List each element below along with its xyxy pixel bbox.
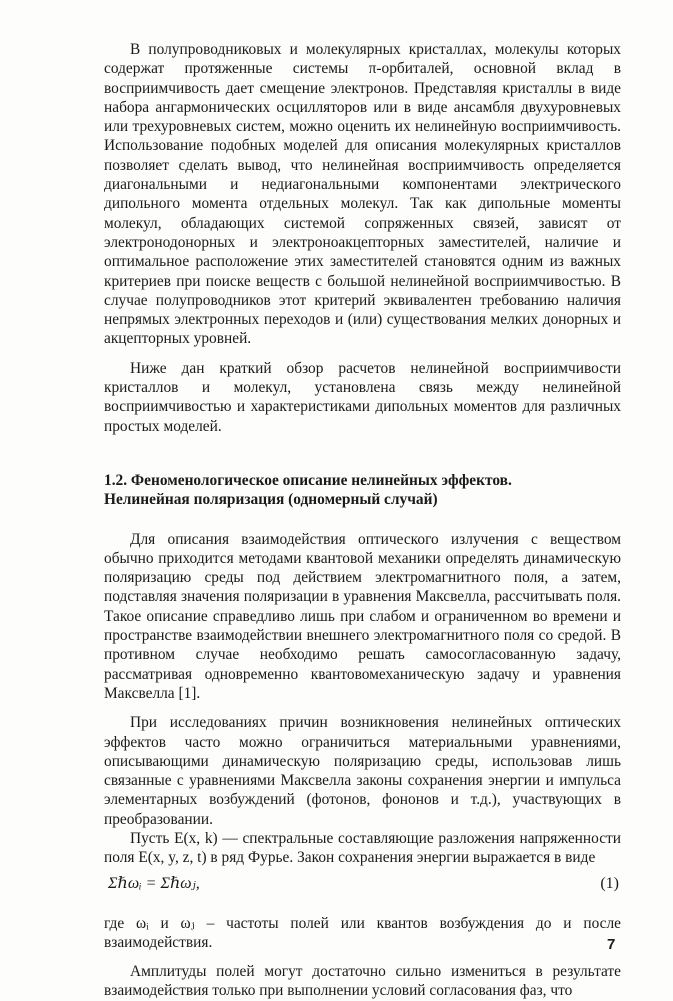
equation-expression: Σℏωᵢ = Σℏωⱼ, <box>108 874 200 892</box>
paragraph-overview: Ниже дан краткий обзор расчетов нелинейной восприимчивости кристаллов и молекул, установлена связь между нелинейной восприимчивостью и характеристиками дипольных моментов для различных простых моделей. <box>104 359 621 435</box>
equation-number: (1) <box>600 874 619 892</box>
section-heading-line-1: 1.2. Феноменологическое описание нелинейных эффектов. <box>104 471 512 489</box>
paragraph-causes: При исследованиях причин возникновения нелинейных оптических эффектов часто можно ограничиться материальными уравнениями, описывающими динамическую поляризацию среды, использовав лишь связанные с уравнениями Максвелла законы сохранения энергии и импульса элементарных возбуждений (фотонов, фононов и т.д.), участвующих в преобразовании. <box>104 714 621 828</box>
paragraph-fourier: Пусть E(x, k) — спектральные составляющие разложения напряженности поля E(x, y, z, t) в ряд Фурье. Закон сохранения энергии выражается в виде <box>104 829 621 867</box>
paragraph-frequencies: где ωᵢ и ωⱼ – частоты полей или квантов возбуждения до и после взаимодействия. <box>104 914 621 951</box>
section-heading <box>104 471 621 510</box>
paragraph-interaction: Для описания взаимодействия оптического излучения с веществом обычно приходится методами квантовой механики определять динамическую поляризацию среды под действием электромагнитного поля, а затем, подставляя значения поляризации в уравнения Максвелла, рассчитывать поля. Такое описание справедливо лишь при слабом и ограниченном во времени и пространстве взаимодействии внешнего электромагнитного поля со средой. В противном случае необходимо решать самосогласованную задачу, рассматривая одновременно квантовомеханическую задачу и уравнения Максвелла [1]. <box>104 530 621 702</box>
page-number: 7 <box>607 936 616 953</box>
paragraph-amplitudes: Амплитуды полей могут достаточно сильно измениться в результате взаимодействия только при выполнении условий согласования фаз, что <box>104 963 621 1000</box>
section-heading-line-2: Нелинейная поляризация (одномерный случай) <box>104 491 438 509</box>
equation-1 <box>104 872 621 908</box>
paragraph-intro: В полупроводниковых и молекулярных кристаллах, молекулы которых содержат протяженные системы π-орбиталей, основной вклад в восприимчивость дает смещение электронов. Представляя кристаллы в виде набора ангармонических осцилляторов или в виде ансамбля двухуровневых или трехуровневых систем, можно оценить их нелинейную восприимчивость. Использование подобных моделей для описания молекулярных кристаллов позволяет сделать вывод, что нелинейная восприимчивость определяется диагональными и недиагональными компонентами электрического дипольного момента отдельных молекул. Так как дипольные моменты молекул, обладающих системой сопряженных связей, зависят от электронодонорных и электроноакцепторных заместителей, наличие и оптимальное расположение этих заместителей становятся одним из важных критериев при поиске веществ с большой нелинейной восприимчивостью. В случае полупроводников этот критерий эквивалентен требованию наличия непрямых электронных переходов и (или) существования мелких донорных и акцепторных уровней. <box>104 41 621 348</box>
body-text <box>104 40 621 1001</box>
